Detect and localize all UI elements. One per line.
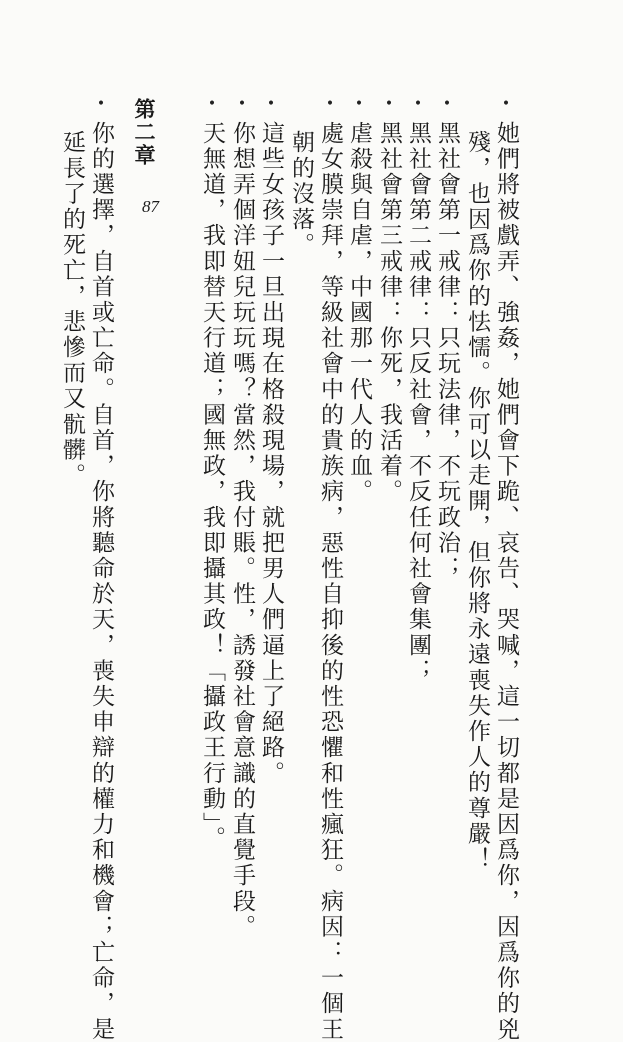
page-number: 87	[142, 197, 159, 216]
bullet-marker: •	[93, 96, 109, 115]
bullet-marker: •	[498, 96, 514, 115]
entry-10-line-2	[58, 130, 86, 488]
entry-1-line-2	[463, 130, 491, 872]
entry-5-line-1	[345, 96, 373, 505]
bullet-marker: •	[322, 96, 338, 115]
entry-text: 延長了的死亡，悲慘而又骯髒。	[59, 130, 85, 489]
entry-text: 殘，也因爲你的怯懦。你可以走開，但你將永遠喪失作人的尊嚴！	[464, 130, 490, 873]
entry-4-line-1	[375, 96, 403, 505]
bullet-marker: •	[410, 96, 426, 115]
chapter-title: 第二章	[132, 98, 157, 167]
entry-7-line-1	[257, 96, 285, 786]
entry-text: 天無道，我即替天行道；國無政，我即攝其政！「攝政王行動」。	[199, 120, 225, 852]
bullet-marker: •	[381, 96, 397, 115]
entry-6-line-2	[287, 130, 315, 258]
entry-2-line-1	[433, 96, 461, 581]
bullet-marker: •	[439, 96, 455, 115]
entry-text: 黑社會第三戒律：你死，我活着。	[376, 120, 402, 505]
bullet-marker: •	[234, 96, 250, 115]
bullet-marker: •	[263, 96, 279, 115]
entry-8-line-1	[228, 96, 256, 940]
entry-10-line-1	[87, 96, 115, 1042]
entry-text: 虐殺與自虐，中國那一代人的血。	[346, 120, 372, 505]
bullet-marker: •	[204, 96, 220, 115]
entry-9-line-1	[198, 96, 226, 852]
entry-text: 黑社會第一戒律：只玩法律，不玩政治；	[434, 120, 460, 582]
bullet-marker: •	[351, 96, 367, 115]
entry-text: 你想弄個洋妞兒玩玩嗎？當然，我付賬。性，誘發社會意識的直覺手段。	[229, 120, 255, 940]
entry-1-line-1	[492, 96, 520, 1042]
entry-3-line-1	[404, 96, 432, 684]
entry-6-line-1	[316, 96, 344, 1042]
entry-text: 朝的沒落。	[288, 130, 314, 258]
entry-text: 黑社會第二戒律：只反社會，不反任何社會集團；	[405, 120, 431, 684]
entry-text: 處女膜崇拜，等級社會中的貴族病，惡性自抑後的性恐懼和性瘋狂。病因：一個王	[317, 120, 343, 1042]
entry-text: 你的選擇，自首或亡命。自首，你將聽命於天，喪失申辯的權力和機會；亡命，是	[88, 120, 114, 1042]
entry-text: 她們將被戲弄、強姦，她們會下跪、哀告、哭喊，這一切都是因爲你，因爲你的兇	[493, 120, 519, 1042]
entry-text: 這些女孩子一旦出現在格殺現場，就把男人們逼上了絕路。	[258, 120, 284, 787]
